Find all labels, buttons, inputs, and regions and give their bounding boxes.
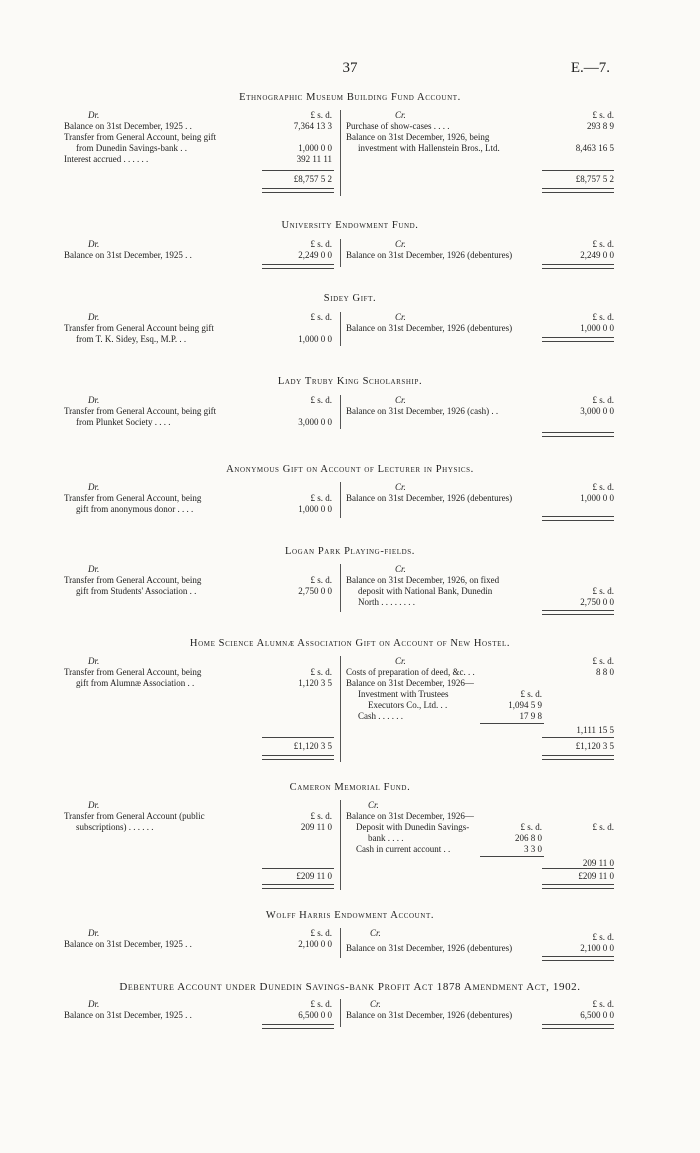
dr-entry: from Dunedin Savings-bank . .	[76, 143, 187, 153]
double-rule	[542, 264, 614, 269]
cr-entry: Executors Co., Ltd. . .	[368, 700, 448, 710]
sub-total: 209 11 0	[582, 858, 614, 868]
dr-entry: Transfer from General Account, being gift	[64, 132, 217, 142]
page-header	[0, 58, 700, 80]
dr-column-heads: £ s. d.	[310, 312, 332, 322]
column-divider	[340, 928, 341, 958]
sub-column-heads: £ s. d.	[520, 822, 542, 832]
cr-entry: Cash . . . . . .	[358, 711, 403, 721]
section-title: Lady Truby King Scholarship.	[277, 376, 423, 387]
dr-amount: 7,364 13 3	[293, 121, 332, 131]
dr-label: Dr.	[88, 800, 100, 810]
dr-amount: 3,000 0 0	[298, 417, 332, 427]
rule	[542, 868, 614, 869]
cr-amount: 8,463 16 5	[575, 143, 614, 153]
cr-label: Cr.	[395, 110, 406, 120]
dr-entry: Transfer from General Account, being	[64, 493, 202, 503]
dr-amount: 1,000 0 0	[298, 143, 332, 153]
cr-amount: 3,000 0 0	[580, 406, 614, 416]
cr-entry: Balance on 31st December, 1926 (debentures)	[346, 1010, 513, 1020]
cr-column-heads: £ s. d.	[592, 999, 614, 1009]
ethnographic-museum-account	[0, 92, 700, 202]
dr-entry: Balance on 31st December, 1925 . .	[64, 250, 192, 260]
section-title: Wolff Harris Endowment Account.	[265, 910, 435, 921]
dr-entry: Transfer from General Account (public	[64, 811, 205, 821]
cr-total: £8,757 5 2	[575, 174, 614, 184]
university-endowment-fund	[0, 220, 700, 280]
dr-label: Dr.	[88, 656, 100, 666]
dr-entry: gift from Students' Association . .	[76, 586, 197, 596]
cr-amount: 293 8 9	[587, 121, 614, 131]
cr-amount: 1,000 0 0	[580, 493, 614, 503]
cr-column-heads: £ s. d.	[592, 239, 614, 249]
section-title: Logan Park Playing-fields.	[285, 546, 415, 557]
cr-amount: 2,100 0 0	[580, 943, 614, 953]
dr-entry: Transfer from General Account, being gift	[64, 406, 217, 416]
anonymous-gift-physics	[0, 464, 700, 524]
cr-entry: Investment with Trustees	[358, 689, 449, 699]
cr-entry: Balance on 31st December, 1926—	[346, 678, 474, 688]
cr-entry: Balance on 31st December, 1926 (debentures)	[346, 493, 513, 503]
debenture-account	[0, 981, 700, 1041]
dr-label: Dr.	[88, 928, 100, 938]
cr-entry: deposit with National Bank, Dunedin	[358, 586, 493, 596]
sub-amount: 17 9 8	[519, 711, 542, 721]
page-number: 37	[342, 60, 358, 76]
cr-entry: Balance on 31st December, 1926 (debentures)	[346, 323, 513, 333]
cr-entry: Balance on 31st December, 1926 (debentures)	[346, 250, 513, 260]
cr-entry: Balance on 31st December, 1926 (debentures)	[346, 943, 513, 953]
cr-entry: Balance on 31st December, 1926, on fixed	[346, 575, 500, 585]
column-divider	[340, 312, 341, 346]
dr-amount: 1,000 0 0	[298, 334, 332, 344]
section-title: University Endowment Fund.	[281, 220, 419, 231]
cr-entry: bank . . . .	[368, 833, 404, 843]
rule	[480, 723, 544, 724]
dr-entry: Interest accrued . . . . . .	[64, 154, 149, 164]
home-science-alumnae-gift	[0, 638, 700, 768]
double-rule	[262, 884, 334, 889]
dr-column-heads: £ s. d.	[310, 811, 332, 821]
cr-column-heads: £ s. d.	[592, 482, 614, 492]
cr-column-heads: £ s. d.	[592, 822, 614, 832]
double-rule	[542, 188, 614, 193]
sub-amount: 3 3 0	[524, 844, 542, 854]
section-title: Ethnographic Museum Building Fund Account.	[239, 92, 461, 103]
dr-amount: 2,750 0 0	[298, 586, 332, 596]
cr-column-heads: £ s. d.	[592, 395, 614, 405]
dr-entry: Balance on 31st December, 1925 . .	[64, 1010, 192, 1020]
section-title: Debenture Account under Dunedin Savings-bank Profit Act 1878 Amendment Act, 1902.	[119, 981, 581, 993]
cr-entry: Deposit with Dunedin Savings-	[356, 822, 470, 832]
cr-amount: 2,249 0 0	[580, 250, 614, 260]
cr-entry: North . . . . . . . .	[358, 597, 415, 607]
sidey-gift	[0, 293, 700, 353]
dr-entry: Transfer from General Account being gift	[64, 323, 214, 333]
cr-column-heads: £ s. d.	[592, 312, 614, 322]
rule	[262, 737, 334, 738]
dr-entry: Transfer from General Account, being	[64, 575, 202, 585]
dr-amount: 6,500 0 0	[298, 1010, 332, 1020]
dr-entry: gift from Alumnæ Association . .	[76, 678, 195, 688]
dr-entry: Balance on 31st December, 1925 . .	[64, 121, 192, 131]
dr-column-heads: £ s. d.	[310, 110, 332, 120]
section-title: Anonymous Gift on Account of Lecturer in Physics.	[226, 464, 474, 475]
cr-column-heads: £ s. d.	[592, 586, 614, 596]
cr-entry: Purchase of show-cases . . . .	[346, 121, 450, 131]
section-title: Sidey Gift.	[323, 293, 377, 304]
cr-entry: Costs of preparation of deed, &c. . .	[346, 667, 475, 677]
cr-label: Cr.	[395, 395, 406, 405]
dr-entry: Transfer from General Account, being	[64, 667, 202, 677]
column-divider	[340, 999, 341, 1027]
dr-column-heads: £ s. d.	[310, 239, 332, 249]
cr-total: £209 11 0	[578, 871, 614, 881]
double-rule	[542, 610, 614, 615]
cr-amount: 6,500 0 0	[580, 1010, 614, 1020]
sub-total: 1,111 15 5	[576, 725, 614, 735]
cr-column-heads: £ s. d.	[592, 110, 614, 120]
lady-truby-king-scholarship	[0, 376, 700, 436]
cameron-memorial-fund	[0, 782, 700, 892]
dr-amount: 209 11 0	[300, 822, 332, 832]
dr-label: Dr.	[88, 110, 100, 120]
section-title: Home Science Alumnæ Association Gift on Account of New Hostel.	[189, 638, 511, 649]
dr-label: Dr.	[88, 482, 100, 492]
dr-amount: 392 11 11	[296, 154, 332, 164]
dr-label: Dr.	[88, 564, 100, 574]
dr-column-heads: £ s. d.	[310, 493, 332, 503]
cr-column-heads: £ s. d.	[592, 656, 614, 666]
dr-amount: 1,120 3 5	[298, 678, 332, 688]
dr-entry: Balance on 31st December, 1925 . .	[64, 939, 192, 949]
double-rule	[262, 188, 334, 193]
cr-label: Cr.	[370, 999, 381, 1009]
dr-amount: 1,000 0 0	[298, 504, 332, 514]
dr-entry: gift from anonymous donor . . . .	[76, 504, 194, 514]
cr-label: Cr.	[395, 482, 406, 492]
dr-total: £209 11 0	[296, 871, 332, 881]
column-divider	[340, 656, 341, 762]
double-rule	[262, 264, 334, 269]
rule	[262, 868, 334, 869]
cr-label: Cr.	[395, 656, 406, 666]
section-title: Cameron Memorial Fund.	[289, 782, 411, 793]
sub-column-heads: £ s. d.	[520, 689, 542, 699]
double-rule	[542, 956, 614, 961]
double-rule	[542, 1024, 614, 1029]
dr-column-heads: £ s. d.	[310, 395, 332, 405]
rule	[262, 170, 334, 171]
dr-column-heads: £ s. d.	[310, 575, 332, 585]
dr-entry: from T. K. Sidey, Esq., M.P. . .	[76, 334, 187, 344]
rule	[480, 856, 544, 857]
dr-total: £8,757 5 2	[293, 174, 332, 184]
cr-label: Cr.	[370, 928, 381, 938]
cr-entry: Balance on 31st December, 1926, being	[346, 132, 490, 142]
dr-amount: 2,249 0 0	[298, 250, 332, 260]
cr-entry: Cash in current account . .	[356, 844, 451, 854]
rule	[542, 737, 614, 738]
double-rule	[542, 755, 614, 760]
column-divider	[340, 800, 341, 890]
cr-entry: investment with Hallenstein Bros., Ltd.	[358, 143, 500, 153]
logan-park-playing-fields	[0, 546, 700, 616]
column-divider	[340, 564, 341, 612]
cr-amount: 1,000 0 0	[580, 323, 614, 333]
dr-amount: 2,100 0 0	[298, 939, 332, 949]
dr-entry: subscriptions) . . . . . .	[76, 822, 154, 832]
cr-label: Cr.	[368, 800, 379, 810]
column-divider	[340, 110, 341, 196]
cr-entry: Balance on 31st December, 1926 (cash) . .	[346, 406, 499, 416]
dr-label: Dr.	[88, 395, 100, 405]
cr-entry: Balance on 31st December, 1926—	[346, 811, 474, 821]
dr-label: Dr.	[88, 999, 100, 1009]
rule	[542, 170, 614, 171]
wolff-harris-endowment	[0, 910, 700, 960]
dr-total: £1,120 3 5	[293, 741, 332, 751]
dr-column-heads: £ s. d.	[310, 928, 332, 938]
dr-column-heads: £ s. d.	[310, 999, 332, 1009]
double-rule	[262, 1024, 334, 1029]
cr-column-heads: £ s. d.	[592, 932, 614, 942]
dr-column-heads: £ s. d.	[310, 667, 332, 677]
cr-label: Cr.	[395, 239, 406, 249]
cr-amount: 2,750 0 0	[580, 597, 614, 607]
column-divider	[340, 395, 341, 429]
column-divider	[340, 239, 341, 267]
double-rule	[542, 337, 614, 342]
double-rule	[542, 516, 614, 521]
double-rule	[262, 755, 334, 760]
double-rule	[542, 432, 614, 437]
cr-label: Cr.	[395, 564, 406, 574]
sub-amount: 1,094 5 9	[508, 700, 542, 710]
cr-amount: 8 8 0	[596, 667, 614, 677]
cr-total: £1,120 3 5	[575, 741, 614, 751]
sub-amount: 206 8 0	[515, 833, 542, 843]
dr-label: Dr.	[88, 312, 100, 322]
cr-label: Cr.	[395, 312, 406, 322]
double-rule	[542, 884, 614, 889]
page-reference: E.—7.	[570, 60, 610, 76]
column-divider	[340, 482, 341, 518]
dr-label: Dr.	[88, 239, 100, 249]
dr-entry: from Plunket Society . . . .	[76, 417, 171, 427]
